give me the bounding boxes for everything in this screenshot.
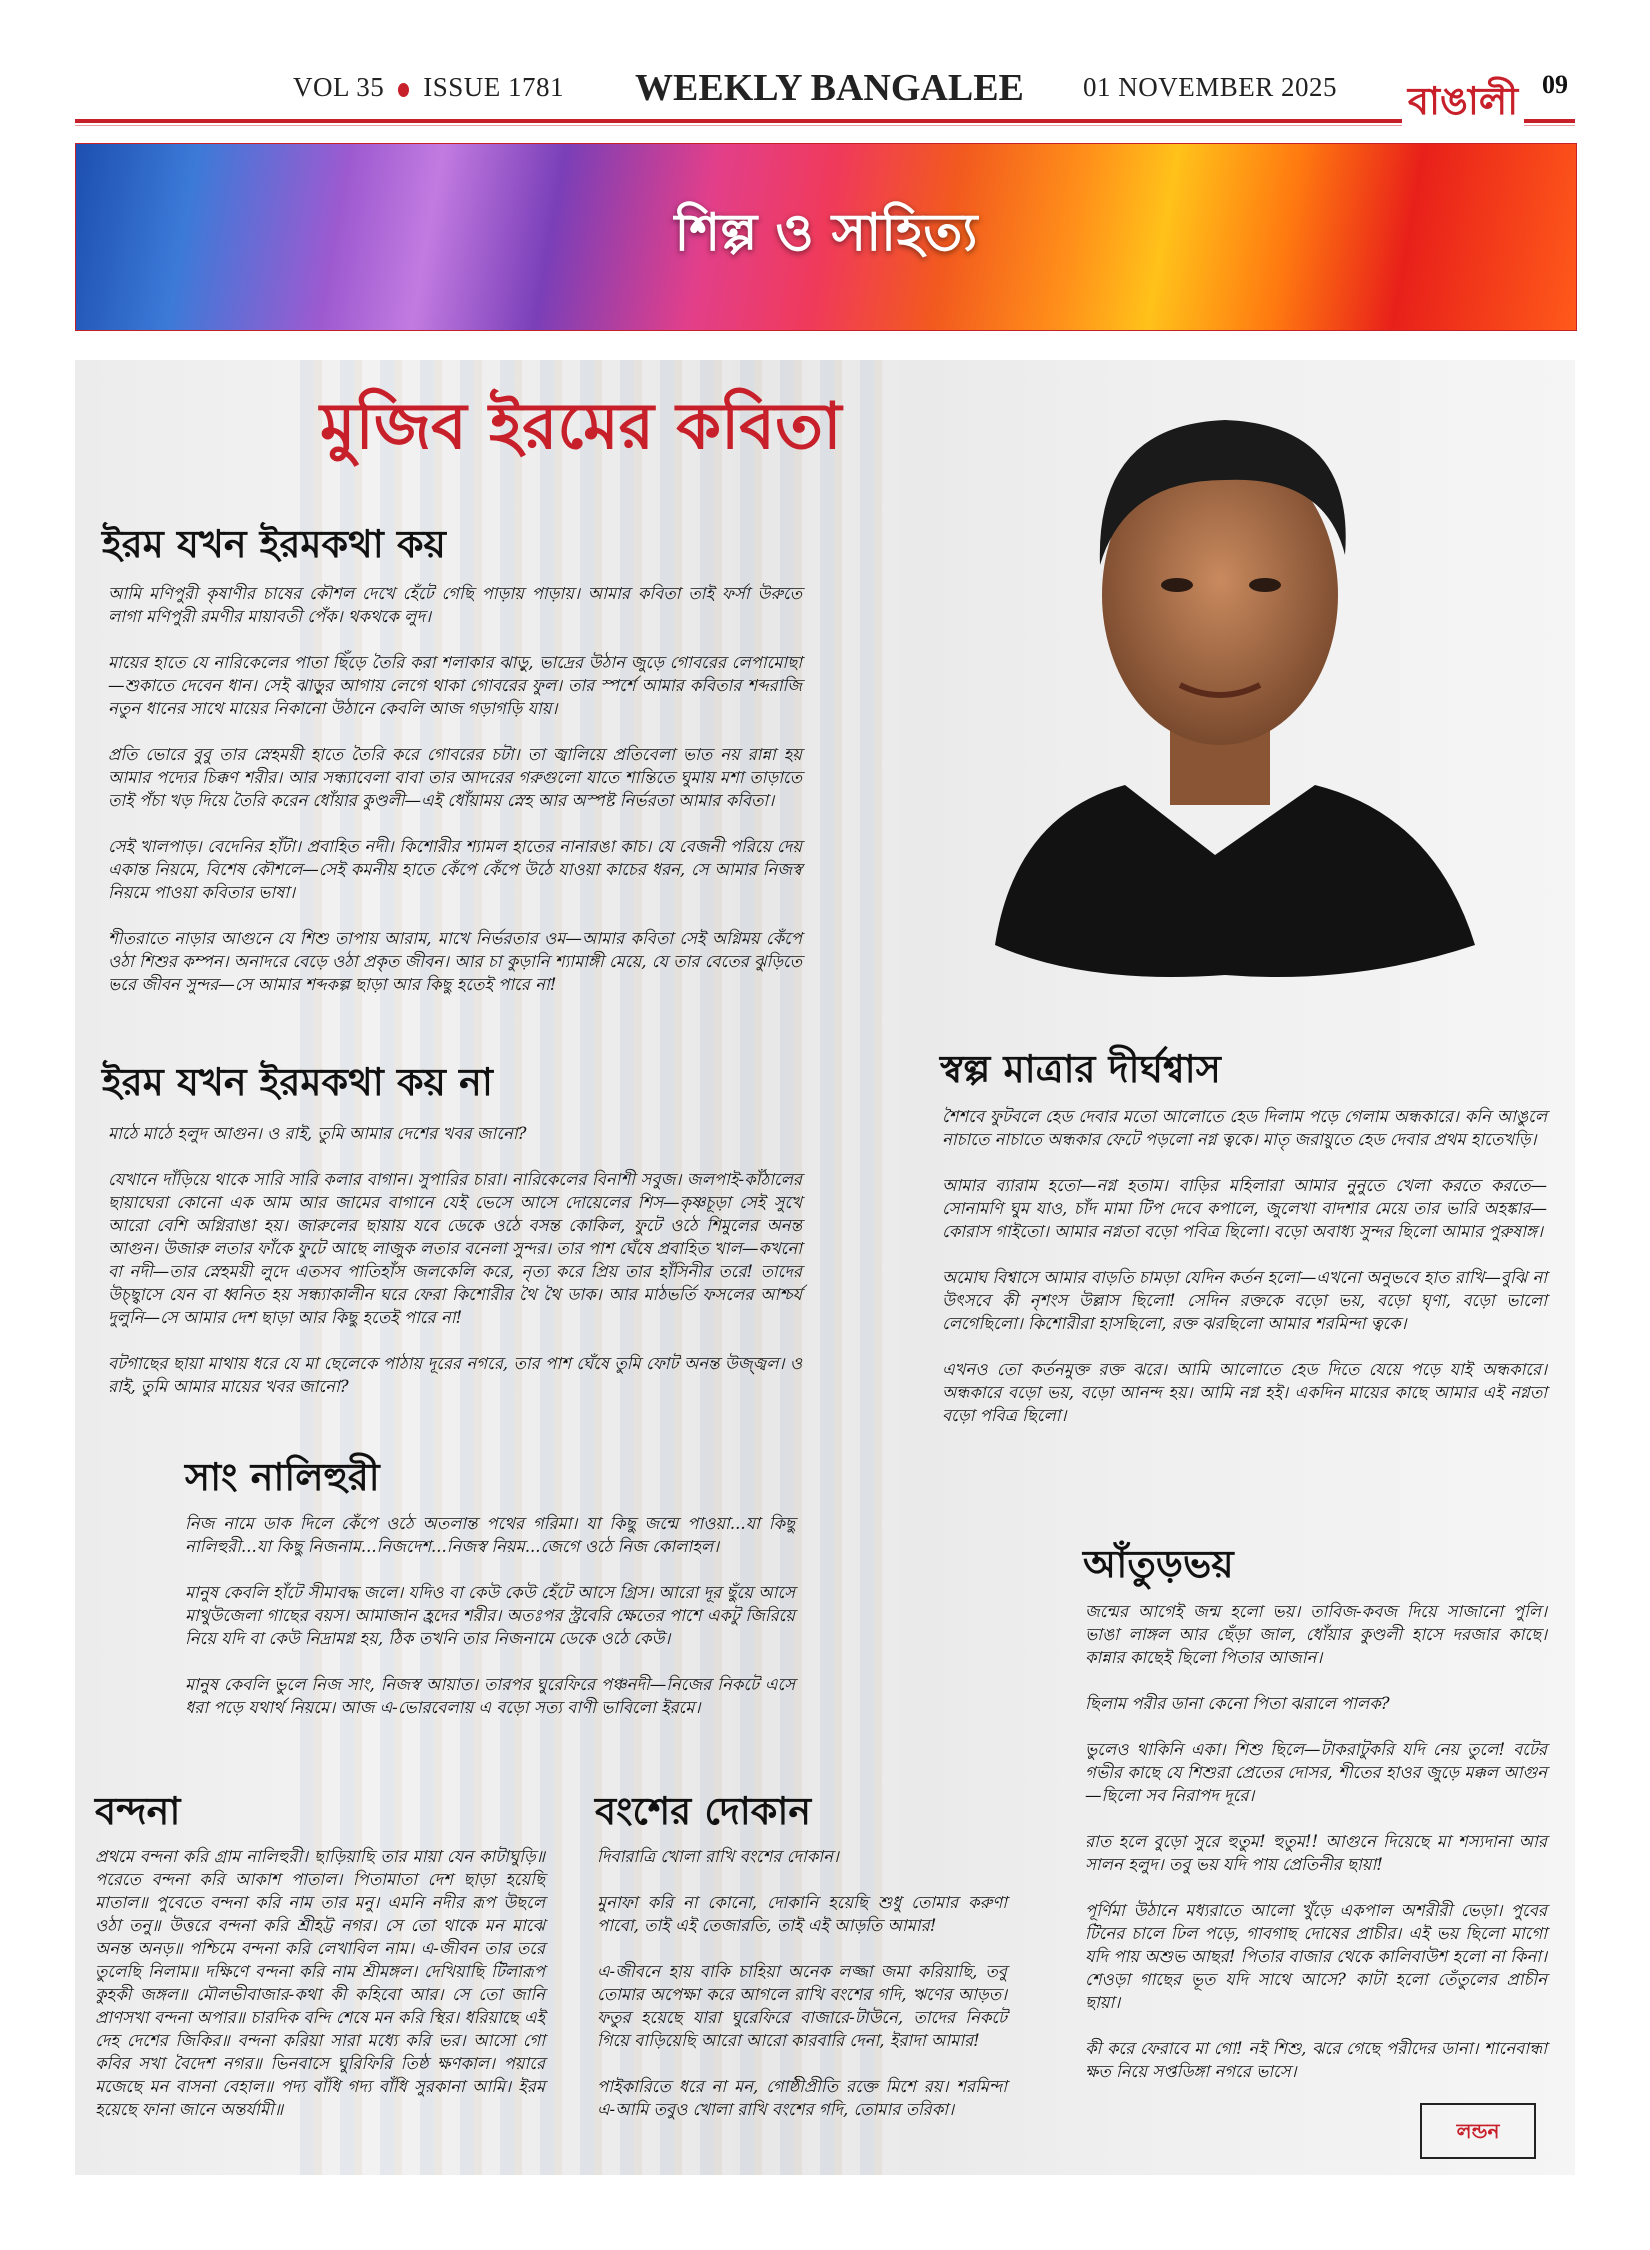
poem-paragraph: নিজ নামে ডাক দিলে কেঁপে ওঠে অতলান্ত পথের গরিমা। যা কিছু জন্মে পাওয়া...যা কিছু নালিহুরী...যা কিছু নিজনাম...নিজদেশ...নিজস্ব নিয়ম...জেগে ওঠে নিজ কোলাহল। bbox=[185, 1514, 795, 1556]
poem-paragraph: রাত হলে বুড়ো সুরে হুতুম! হুতুম!! আগুনে দিয়েছে মা শস্যদানা আর সালন হলুদ। তবু ভয় যদি পায় প্রেতিনীর ছায়া! bbox=[1085, 1832, 1547, 1874]
poem-paragraph: মানুষ কেবলি হাঁটে সীমাবদ্ধ জলে। যদিও বা কেউ কেউ হেঁটে আসে গ্রিস। আরো দূর ছুঁয়ে আসে মাথুউজেলা গাছের বয়স। আমাজান হ্রদের শরীর। অতঃপর স্ট্রবেরি ক্ষেতের পাশে একটু জিরিয়ে নিয়ে যদি বা কেউ নিদ্রামগ্ন হয়, ঠিক তখনি তার নিজনামে ডেকে ওঠে কেউ। bbox=[185, 1583, 795, 1648]
poem-paragraph: কী করে ফেরাবে মা গো! নই শিশু, ঝরে গেছে পরীদের ডানা। শানেবান্ধা ক্ষত নিয়ে সপ্তডিঙ্গা নগরে ভাসে। bbox=[1085, 2039, 1547, 2081]
poem-paragraph: পাইকারিতে ধরে না মন, গোষ্ঠীপ্রীতি রক্তে মিশে রয়। শরমিন্দা এ-আমি তবুও খোলা রাখি বংশের গদি, তোমার তরিকা। bbox=[597, 2077, 1007, 2119]
volume: VOL 35 bbox=[293, 72, 385, 102]
publication-logo: বাঙালী bbox=[1402, 72, 1524, 132]
issue-info bbox=[293, 72, 564, 103]
poem-paragraph: শৈশবে ফুটবলে হেড দেবার মতো আলোতে হেড দিলাম পড়ে গেলাম অন্ধকারে। কনি আঙুলে নাচাতে নাচাতে অন্ধকার ফেটে পড়লো নগ্ন ত্বকে। মাতৃ জরায়ুতে হেড দেবার প্রথম হাতেখড়ি। bbox=[942, 1107, 1547, 1149]
bullet-dot-icon bbox=[398, 83, 409, 97]
poem-paragraph: শীতরাতে নাড়ার আগুনে যে শিশু তাপায় আরাম, মাখে নির্ভরতার ওম—আমার কবিতা সেই অগ্নিময় কেঁপে ওঠা শিশুর কম্পন। অনাদরে বেড়ে ওঠা প্রকৃত জীবন। আর চা কুড়ানি শ্যামাঙ্গী মেয়ে, যে তার বেতের ঝুড়িতে ভরে জীবন সুন্দর—সে আমার শব্দকল্প ছাড়া আর কিছু হতেই পারে না! bbox=[108, 929, 802, 994]
poem-paragraph: আমার ব্যারাম হতো—নগ্ন হতাম। বাড়ির মহিলারা আমার নুনুতে খেলা করতে করতে—সোনামণি ঘুম যাও, চাঁদ মামা টিপ দেবে কপালে, জুলেখা বাদশার মেয়ে তার ভারি অহঙ্কার—কোরাস গাইতো। আমার নগ্নতা বড়ো পবিত্র ছিলো। বড়ো অবাধ্য সুন্দর ছিলো আমার পুরুষাঙ্গ। bbox=[942, 1176, 1547, 1241]
poem-paragraph: ছিলাম পরীর ডানা কেনো পিতা ঝরালে পালক? bbox=[1085, 1694, 1390, 1713]
poem-paragraph: প্রথমে বন্দনা করি গ্রাম নালিহুরী। ছাড়িয়াছি তার মায়া যেন কাটাঘুড়ি॥ পরেতে বন্দনা করি আকাশ পাতাল। পিতামাতা দেশ ছাড়া হয়েছি মাতাল॥ পুবেতে বন্দনা করি নাম তার মনু। এমনি নদীর রূপ উছলে ওঠা তনু॥ উত্তরে বন্দনা করি শ্রীহট্ট নগর। সে তো থাকে মন মাঝে অনন্ত অনড়॥ পশ্চিমে বন্দনা করি লেখাবিল নাম। এ-জীবন তার তরে তুলেছি নিলাম॥ দক্ষিণে বন্দনা করি নাম শ্রীমঙ্গল। দেখিয়াছি টিলারূপ কুহকী জঙ্গল॥ মৌলভীবাজার-কথা কী কহিবো আর। সে তো জানি প্রাণসখা বন্দনা অপার॥ চারদিক বন্দি শেষে মন করি স্থির। ধরিয়াছে এই দেহ দেশের জিকির॥ বন্দনা করিয়া সারা মধ্যে করি ভর। আসো গো কবির সখা বৈদেশ নগর॥ ভিনবাসে ঘুরিফিরি তিষ্ঠ ক্ষণকাল। পয়ারে মজেছে মন বাসনা বেহাল॥ পদ্য বাঁধি গদ্য বাঁধি সুরকানা আমি। ইরম হয়েছে ফানা জানে অন্তর্যামী॥ bbox=[95, 1847, 545, 2119]
poem-title: বন্দনা bbox=[95, 1789, 181, 1833]
poem-paragraph: ভুলেও থাকিনি একা। শিশু ছিলে—টাকরাটুকরি যদি নেয় তুলে! বটের গভীর কাছে যে শিশুরা প্রেতের দোসর, শীতের হাওর জুড়ে মক্কল আগুন—ছিলো সব নিরাপদ দূরে। bbox=[1085, 1740, 1547, 1805]
poem-paragraph: পূর্ণিমা উঠানে মধ্যরাতে আলো খুঁড়ে একপাল অশরীরী ভেড়া। পুবের টিনের চালে ঢিল পড়ে, গাবগাছ দোষের প্রাচীর। এই ভয় ছিলো মাগো যদি পায় অশুভ আছর! পিতার বাজার থেকে কালিবাউশ হলো না কিনা। শেওড়া গাছের ভূত যদি সাথে আসে? কাটা হলো তেঁতুলের প্রাচীন ছায়া। bbox=[1085, 1901, 1547, 2012]
article-title: মুজিব ইরমের কবিতা bbox=[320, 390, 842, 464]
section-banner bbox=[75, 143, 1577, 331]
poem-title: সাং নালিহুরী bbox=[185, 1455, 380, 1499]
poem-title: ইরম যখন ইরমকথা কয় না bbox=[102, 1060, 493, 1104]
poem-paragraph: মুনাফা করি না কোনো, দোকানি হয়েছি শুধু তোমার করুণা পাবো, তাই এই তেজারতি, তাই এই আড়তি আমার! bbox=[597, 1893, 1007, 1935]
poem-paragraph: মায়ের হাতে যে নারিকেলের পাতা ছিঁড়ে তৈরি করা শলাকার ঝাড়ু, ভাদ্রের উঠান জুড়ে গোবরের লেপামোছা—শুকাতে দেবেন ধান। সেই ঝাড়ুর আগায় লেগে থাকা গোবরের ফুল। তার স্পর্শে আমার কবিতার শব্দরাজি নতুন ধানের সাথে মায়ের নিকানো উঠানে কেবলি আজ গড়াগড়ি যায়। bbox=[108, 653, 802, 718]
header-rule bbox=[75, 119, 1575, 123]
poem-body bbox=[1085, 1600, 1547, 2106]
poem-title: স্বল্প মাত্রার দীর্ঘশ্বাস bbox=[940, 1047, 1221, 1091]
poem-title: আঁতুড়ভয় bbox=[1083, 1542, 1234, 1586]
poem-body bbox=[597, 1845, 1007, 2144]
poem-paragraph: জন্মের আগেই জন্ম হলো ভয়। তাবিজ-কবজ দিয়ে সাজানো পুলি। ভাঙা লাঙ্গল আর ছেঁড়া জাল, ধোঁয়ার কুণ্ডলী হাসে দরজার কাছে। কান্নার কাছেই ছিলো পিতার আজান। bbox=[1085, 1602, 1547, 1667]
poem-body bbox=[108, 1122, 802, 1421]
poem-body bbox=[942, 1105, 1547, 1450]
location-tag: লন্ডন bbox=[1420, 2103, 1536, 2159]
poet-portrait bbox=[955, 385, 1495, 985]
publication-title: WEEKLY BANGALEE bbox=[635, 67, 1024, 109]
section-title: শিল্প ও সাহিত্য bbox=[674, 203, 978, 263]
poem-paragraph: বটগাছের ছায়া মাথায় ধরে যে মা ছেলেকে পাঠায় দূরের নগরে, তার পাশ ঘেঁষে তুমি ফোট অনন্ত উজ্জ্বল। ও রাই, তুমি আমার মায়ের খবর জানো? bbox=[108, 1354, 802, 1396]
poem-paragraph: সেই খালপাড়। বেদেনির হাঁটা। প্রবাহিত নদী। কিশোরীর শ্যামল হাতের নানারঙা কাচ। যে বেজনী পরিয়ে দেয় একান্ত নিয়মে, বিশেষ কৌশলে—সেই কমনীয় হাতে কেঁপে কেঁপে উঠে যাওয়া কাচের ধরন, সে আমার নিজস্ব নিয়মে পাওয়া কবিতার ভাষা। bbox=[108, 837, 802, 902]
header-rule-thin bbox=[75, 125, 1575, 126]
issue-date: 01 NOVEMBER 2025 bbox=[1083, 72, 1338, 102]
poem-paragraph: মানুষ কেবলি ভুলে নিজ সাং, নিজস্ব আয়াত। তারপর ঘুরেফিরে পঞ্চনদী—নিজের নিকটে এসে ধরা পড়ে যথার্থ নিয়মে। আজ এ-ভোরবেলায় এ বড়ো সত্য বাণী ভাবিলো ইরমে। bbox=[185, 1675, 795, 1717]
poem-paragraph: এখনও তো কর্তনমুক্ত রক্ত ঝরে। আমি আলোতে হেড দিতে যেয়ে পড়ে যাই অন্ধকারে। অন্ধকারে বড়ো ভয়, বড়ো আনন্দ হয়। আমি নগ্ন হই। একদিন মায়ের কাছে আমার এই নগ্নতা বড়ো পবিত্র ছিলো। bbox=[942, 1360, 1547, 1425]
poem-paragraph: অমোঘ বিশ্বাসে আমার বাড়তি চামড়া যেদিন কর্তন হলো—এখনো অনুভবে হাত রাখি—বুঝি না উৎসবে কী নৃশংস উল্লাস ছিলো! সেদিন রক্তকে বড়ো ভয়, বড়ো ঘৃণা, বড়ো ভালো লেগেছিলো। কিশোরীরা হাসছিলো, রক্ত ঝরছিলো আমার শরমিন্দা ত্বকে। bbox=[942, 1268, 1547, 1333]
poem-body bbox=[95, 1845, 545, 2144]
poem-paragraph: দিবারাত্রি খোলা রাখি বংশের দোকান। bbox=[597, 1847, 839, 1866]
poem-paragraph: এ-জীবনে হায় বাকি চাহিয়া অনেক লজ্জা জমা করিয়াছি, তবু তোমার অপেক্ষা করে আগলে রাখি বংশের গদি, ঋণের আড়ত। ফতুর হয়েছে যারা ঘুরেফিরে বাজারে-টাউনে, তাদের নিকটে গিয়ে বাড়িয়েছি আরো আরো কারবারি দেনা, ইরাদা আমার! bbox=[597, 1962, 1007, 2050]
poem-title: ইরম যখন ইরমকথা কয় bbox=[102, 522, 446, 566]
poem-title: বংশের দোকান bbox=[595, 1789, 812, 1833]
issue: ISSUE 1781 bbox=[423, 72, 565, 102]
poem-body bbox=[108, 582, 802, 1019]
poem-paragraph: মাঠে মাঠে হলুদ আগুন। ও রাই, তুমি আমার দেশের খবর জানো? bbox=[108, 1124, 527, 1143]
poem-paragraph: আমি মণিপুরী কৃষাণীর চাষের কৌশল দেখে হেঁটে গেছি পাড়ায় পাড়ায়। আমার কবিতা তাই ফর্সা উরুতে লাগা মণিপুরী রমণীর মায়াবতী পেঁক। থকথকে লুদ। bbox=[108, 584, 802, 626]
page-number: 09 bbox=[1542, 70, 1568, 99]
poem-body bbox=[185, 1512, 795, 1742]
poem-paragraph: প্রতি ভোরে বুবু তার স্নেহময়ী হাতে তৈরি করে গোবরের চটা। তা জ্বালিয়ে প্রতিবেলা ভাত নয় রান্না হয় আমার পদ্যের চিক্কণ শরীর। আর সন্ধ্যাবেলা বাবা তার আদরের গরুগুলো যাতে শান্তিতে ঘুমায় মশা তাড়াতে তাই পঁচা খড় দিয়ে তৈরি করেন ধোঁয়ার কুণ্ডলী—এই ধোঁয়াময় স্নেহ আর অস্পষ্ট নির্ভরতা আমার কবিতা। bbox=[108, 745, 802, 810]
poem-paragraph: যেখানে দাঁড়িয়ে থাকে সারি সারি কলার বাগান। সুপারির চারা। নারিকেলের বিনাশী সবুজ। জলপাই-কাঁঠালের ছায়াঘেরা কোনো এক আম আর জামের বাগানে যেই ভেসে আসে দোয়েলের শিস—কৃষ্ণচূড়া সেই সুখে আরো বেশি অগ্নিরাঙা হয়। জারুলের ছায়ায় যবে ডেকে ওঠে বসন্ত কোকিল, ফুটে ওঠে শিমুলের অনন্ত আগুন। উজারু লতার ফাঁকে ফুটে আছে লাজুক লতার বনেলা সুন্দর। তার পাশ ঘেঁষে প্রবাহিত খাল—কখনো বা নদী—তার স্নেহময়ী লুদে এতসব পাতিহাঁস জলকেলি করে, নৃত্য করে প্রিয় তার হাঁসিনীর তরে! তাদের উচ্ছ্বাসে যেন বা ধ্বনিত হয় সন্ধ্যাকালীন ঘরে ফেরা কিশোরীর থৈ থৈ ডাক। আর মাঠভর্তি ফসলের আশ্চর্য দুলুনি—সে আমার দেশ ছাড়া আর কিছু হতেই পারে না! bbox=[108, 1170, 802, 1327]
